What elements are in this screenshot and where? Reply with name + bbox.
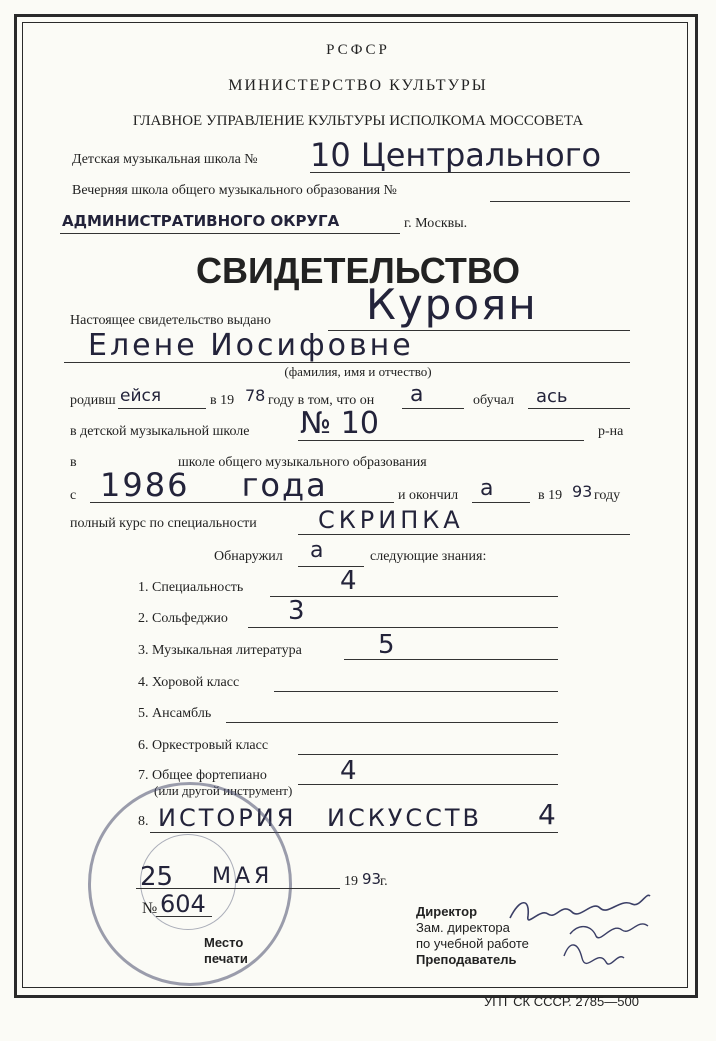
header-ministry: МИНИСТЕРСТВО КУЛЬТУРЫ bbox=[228, 77, 488, 94]
deputy-label: Зам. директора bbox=[416, 920, 510, 935]
subject-2-line bbox=[248, 627, 558, 628]
subject-1-grade: 4 bbox=[340, 566, 357, 596]
specialty-line bbox=[298, 534, 630, 535]
subject-8-label: 8. bbox=[138, 814, 149, 829]
print-code: УПТ СК СССР. 2785—500 bbox=[484, 994, 639, 1009]
subject-3-line bbox=[344, 659, 558, 660]
school-line2-text: школе общего музыкального образования bbox=[178, 455, 427, 470]
school-line2-prefix: в bbox=[70, 455, 77, 470]
subject-1-line bbox=[270, 596, 558, 597]
district-value: АДМИНИСТРАТИВНОГО ОКРУГА bbox=[62, 212, 340, 230]
finished-label: и окончил bbox=[398, 488, 459, 503]
studied-ending-line bbox=[528, 408, 630, 409]
subject-4-line bbox=[274, 691, 558, 692]
subject-7-label: 7. Общее фортепиано bbox=[138, 768, 267, 783]
subject-3-grade: 5 bbox=[378, 630, 395, 660]
subject-2-grade: 3 bbox=[288, 596, 305, 626]
subject-4-label: 4. Хоровой класс bbox=[138, 675, 240, 690]
date-year-prefix: 19 bbox=[344, 874, 358, 889]
finish-year-prefix: в 19 bbox=[538, 488, 563, 503]
document-title: СВИДЕТЕЛЬСТВО bbox=[196, 250, 520, 291]
number-line bbox=[156, 916, 212, 917]
born-year-value: 78 bbox=[245, 386, 266, 405]
handwritten-signatures bbox=[500, 878, 680, 988]
subject-7-grade: 4 bbox=[340, 756, 357, 786]
subject-7-line bbox=[298, 784, 558, 785]
born-label: родивш bbox=[70, 393, 116, 408]
knowledge-label2: следующие знания: bbox=[370, 549, 487, 564]
subject-3-label: 3. Музыкальная литература bbox=[138, 643, 302, 658]
date-month: МАЯ bbox=[212, 864, 274, 889]
knowledge-label: Обнаружил bbox=[214, 549, 283, 564]
knowledge-ending: а bbox=[310, 538, 324, 563]
subject-1-label: 1. Специальность bbox=[138, 580, 244, 595]
on-ending-line bbox=[402, 408, 464, 409]
school-number-value: 10 Центрального bbox=[310, 136, 602, 174]
music-school-label: в детской музыкальной школе bbox=[70, 424, 250, 439]
period-from: с bbox=[70, 488, 77, 503]
name-value: Елене Иосифовне bbox=[88, 328, 414, 363]
period-start-line bbox=[90, 502, 394, 503]
date-day: 25 bbox=[140, 862, 174, 892]
evening-school-label: Вечерняя школа общего музыкального образования № bbox=[72, 183, 397, 198]
born-year-prefix: в 19 bbox=[210, 393, 235, 408]
period-start: 1986 года bbox=[100, 466, 328, 504]
school-label: Детская музыкальная школа № bbox=[72, 152, 258, 167]
district-suffix: р-на bbox=[598, 424, 624, 439]
header-department: ГЛАВНОЕ УПРАВЛЕНИЕ КУЛЬТУРЫ ИСПОЛКОМА МОССОВЕТА bbox=[132, 113, 584, 129]
school-number-line bbox=[310, 172, 630, 173]
on-ending: а bbox=[410, 382, 424, 407]
city-label: г. Москвы. bbox=[404, 216, 468, 231]
finish-year-value: 93 bbox=[572, 482, 593, 501]
stamp-place-line2: печати bbox=[204, 951, 248, 966]
subject-2-label: 2. Сольфеджио bbox=[138, 611, 228, 626]
studied-ending: ась bbox=[536, 386, 568, 407]
district-line bbox=[60, 233, 400, 234]
stamp-place-line1: Место bbox=[204, 935, 244, 950]
name-line bbox=[64, 362, 630, 363]
number-label: № bbox=[142, 900, 158, 917]
header-rsfsr: РСФСР bbox=[326, 42, 390, 58]
issued-label: Настоящее свидетельство выдано bbox=[70, 313, 271, 328]
deputy-label-2: по учебной работе bbox=[416, 936, 529, 951]
born-ending-line bbox=[118, 408, 206, 409]
director-label: Директор bbox=[416, 904, 478, 919]
subject-8-value: ИСТОРИЯ ИСКУССТВ bbox=[158, 804, 483, 832]
finish-year-suffix: году bbox=[594, 488, 621, 503]
evening-school-line bbox=[490, 201, 630, 202]
date-year-suffix: г. bbox=[380, 874, 388, 889]
subject-7-sublabel: (или другой инструмент) bbox=[154, 783, 293, 798]
surname-value: Куроян bbox=[366, 280, 538, 329]
date-line bbox=[136, 888, 340, 889]
date-year-value: 93 bbox=[362, 870, 382, 888]
finished-ending-line bbox=[472, 502, 530, 503]
subject-6-label: 6. Оркестровый класс bbox=[138, 738, 269, 753]
music-school-value: № 10 bbox=[300, 406, 379, 441]
studied-label: обучал bbox=[473, 393, 514, 408]
subject-8-grade: 4 bbox=[538, 798, 556, 831]
music-school-line bbox=[298, 440, 584, 441]
specialty-value: СКРИПКА bbox=[318, 506, 464, 534]
subject-5-label: 5. Ансамбль bbox=[138, 706, 212, 721]
finished-ending: а bbox=[480, 476, 494, 501]
specialty-label: полный курс по специальности bbox=[70, 516, 257, 531]
teacher-label: Преподаватель bbox=[416, 952, 517, 967]
subject-5-line bbox=[226, 722, 558, 723]
born-ending: ейся bbox=[120, 386, 162, 406]
subject-6-line bbox=[298, 754, 558, 755]
name-caption: (фамилия, имя и отчество) bbox=[284, 364, 432, 379]
number-value: 604 bbox=[160, 890, 206, 918]
born-text: году в том, что он bbox=[268, 393, 375, 408]
